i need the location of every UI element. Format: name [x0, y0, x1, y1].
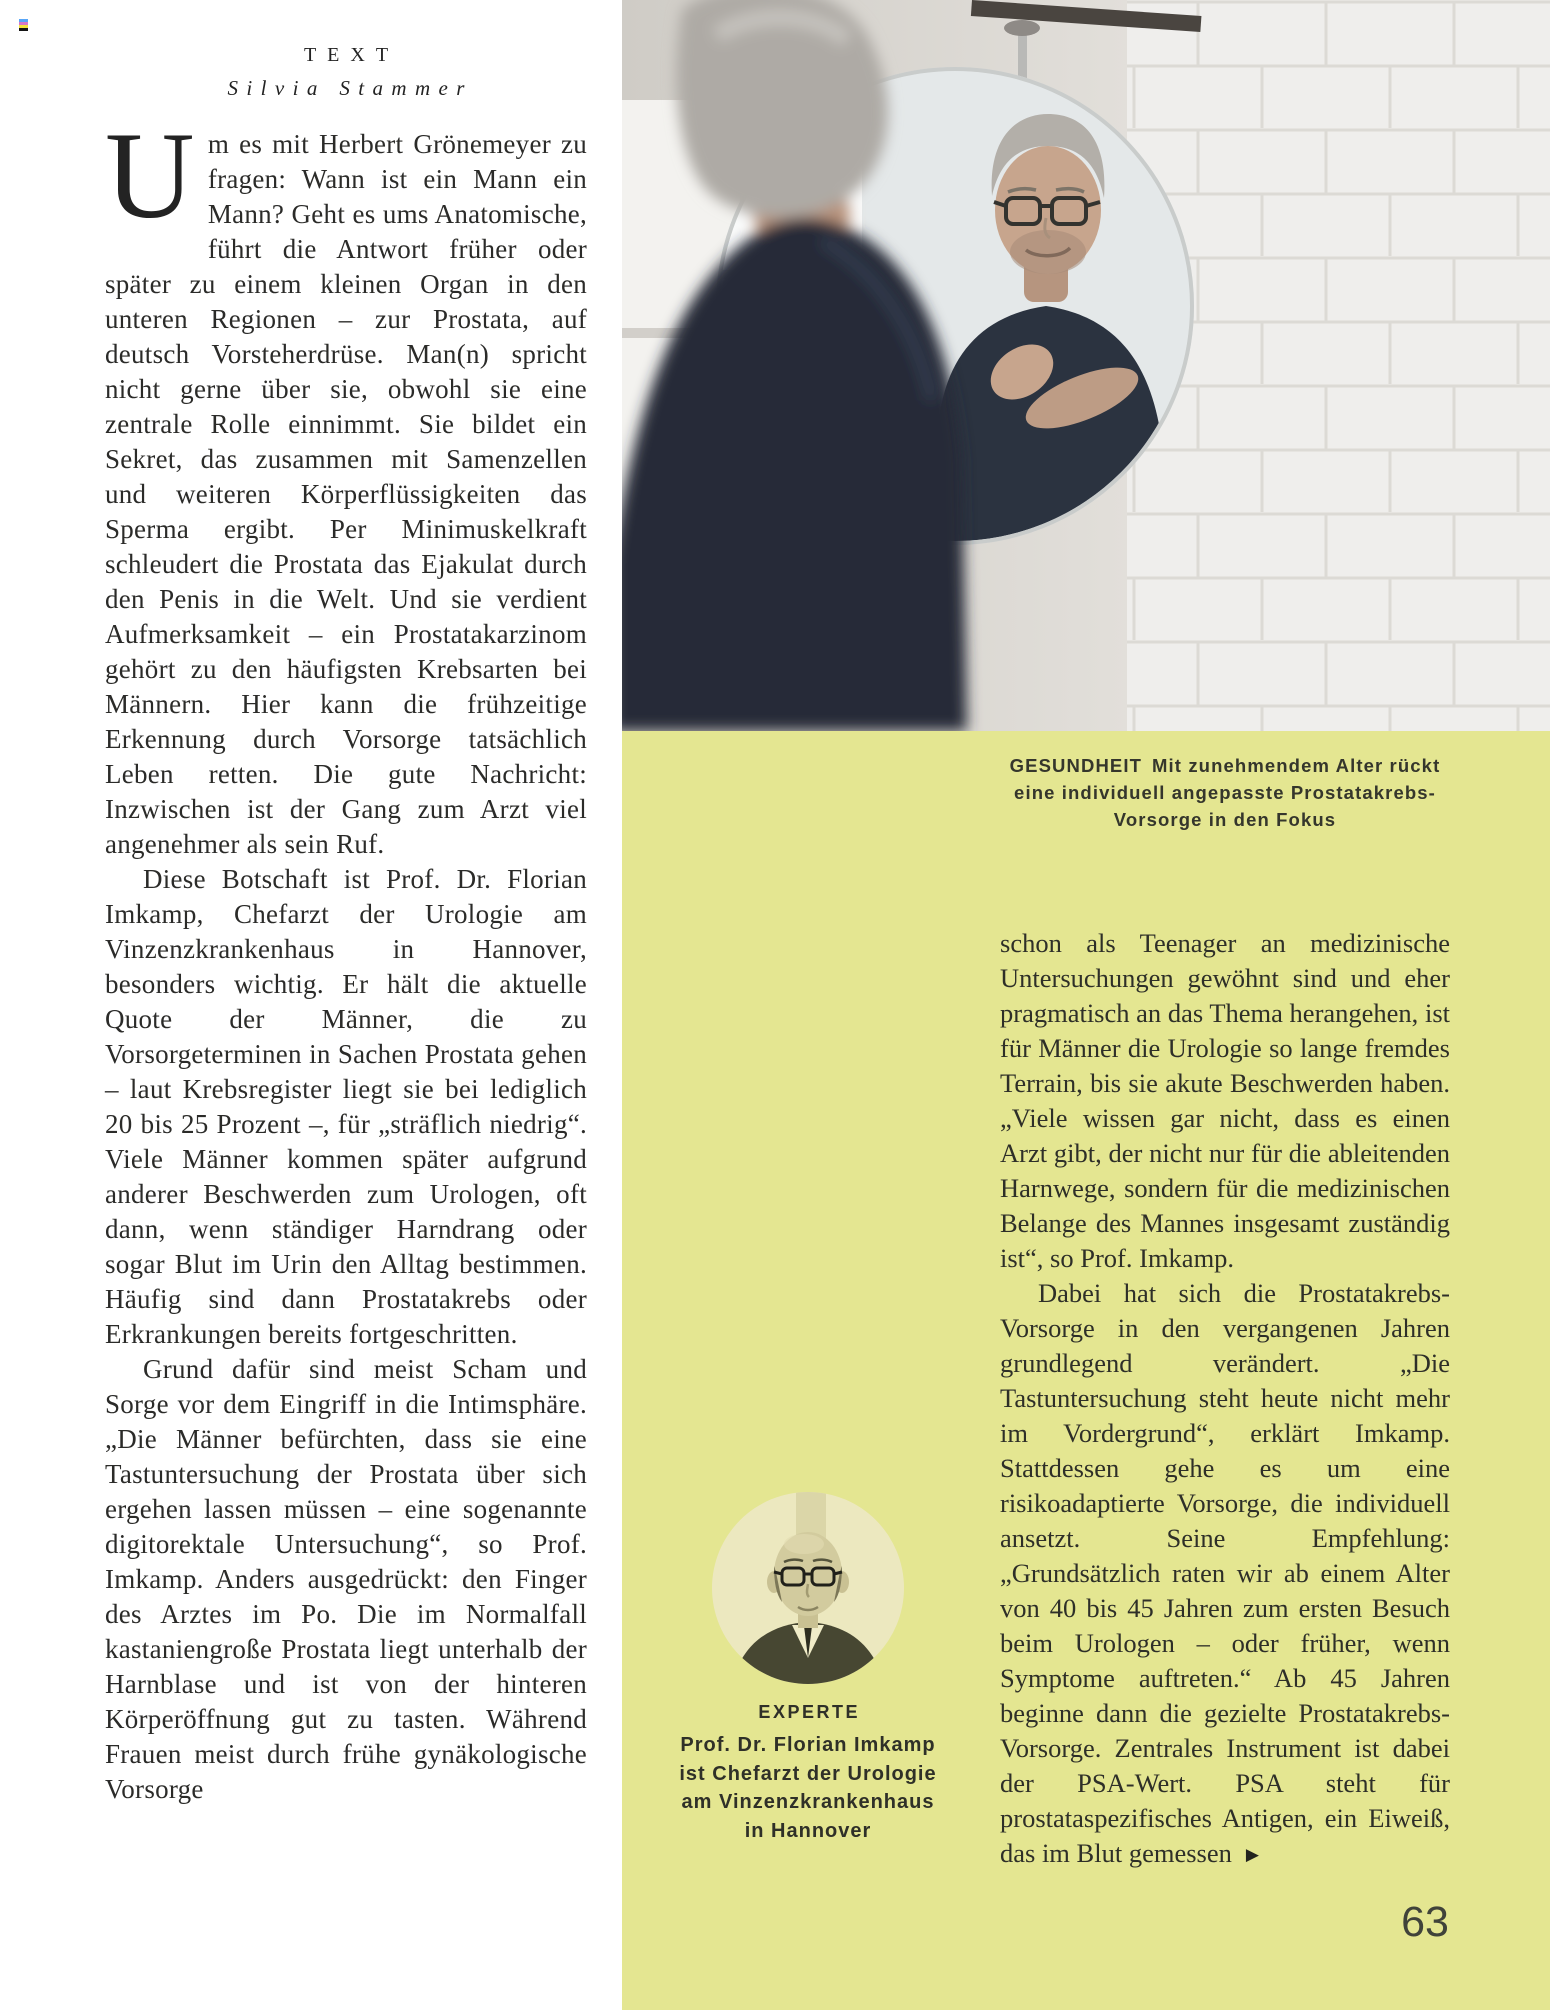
expert-portrait-photo	[712, 1492, 904, 1684]
continuation-arrow-icon: ▶	[1245, 1845, 1259, 1865]
caption-text: Mit zunehmendem Alter rückt eine individuell angepasste Prostatakrebs-Vorsorge in den Fokus	[1014, 755, 1441, 830]
foreground-man-hair	[677, 0, 888, 217]
calibration-stripe-black	[19, 28, 28, 31]
paragraph-text: Dabei hat sich die Prostatakrebs-Vorsorge in den vergangenen Jahren grundlegend verändert. „Die Tastuntersuchung steht heute nicht mehr im Vordergrund“, erklärt Imkamp. Stattdessen gehe es um eine risikoadaptierte Vorsorge, die individuell ansetzt. Seine Empfehlung: „Grundsätzlich raten wir ab einem Alter von 40 bis 45 Jahren zum ersten Besuch beim Urologen – oder früher, wenn Symptome auftreten.“ Ab 45 Jahren beginne dann die gezielte Prostatakrebs-Vorsorge. Zentrales Instrument ist dabei der PSA-Wert. PSA steht für prostataspezifisches Antigen, ein Eiweiß, das im Blut gemessen	[1000, 1278, 1450, 1868]
shower-head	[1004, 20, 1040, 36]
article-right-column	[1000, 926, 1450, 1873]
drop-cap: U	[105, 107, 195, 244]
portrait-scalp-highlight	[784, 1534, 824, 1554]
expert-line: ist Chefarzt der Urologie	[679, 1762, 937, 1785]
article-left-column	[105, 107, 587, 1807]
paragraph-text: schon als Teenager an medizinische Untersuchungen gewöhnt sind und eher pragmatisch an das Thema herangehen, ist für Männer die Urologie so lange fremdes Terrain, bis sie akute Beschwerden haben. „Viele wissen gar nicht, dass es einen Arzt gibt, der nicht nur für die ableitenden Harnwege, sondern für die medizinischen Belange des Mannes insgesamt zuständig ist“, so Prof. Imkamp.	[1000, 928, 1450, 1273]
expert-label: EXPERTE	[758, 1702, 861, 1722]
article-paragraph	[105, 1352, 587, 1807]
article-paragraph	[1000, 1276, 1450, 1873]
byline-author: Silvia Stammer	[227, 76, 473, 100]
byline	[105, 44, 587, 101]
tile-wall	[1127, 0, 1550, 731]
paragraph-text: m es mit Herbert Grönemeyer zu fragen: Wann ist ein Mann ein Mann? Geht es ums Anatomische, führt die Antwort früher oder später zu einem kleinen Organ in den unteren Regionen – zur Prostata, auf deutsch Vorsteherdrüse. Man(n) spricht nicht gerne über sie, obwohl sie eine zentrale Rolle einnimmt. Sie bildet ein Sekret, das zusammen mit Samenzellen und weiteren Körperflüssigkeiten das Sperma ergibt. Per Minimuskelkraft schleudert die Prostata das Ejakulat durch den Penis in die Welt. Und sie verdient Aufmerksamkeit – ein Prostatakarzinom gehört zu den häufigsten Krebsarten bei Männern. Hier kann die frühzeitige Erkennung durch Vorsorge tatsächlich Leben retten. Die gute Nachricht: Inzwischen ist der Gang zum Arzt viel angenehmer als sein Ruf.	[105, 129, 587, 859]
byline-label: TEXT	[303, 44, 400, 66]
expert-caption	[602, 1702, 1014, 1845]
article-paragraph	[1000, 926, 1450, 1276]
paragraph-text: Grund dafür sind meist Scham und Sorge vor dem Eingriff in die Intimsphäre. „Die Männer befürchten, dass sie eine Tastuntersuchung der Prostata über sich ergehen lassen müssen – eine sogenannte digitorektale Untersuchung“, so Prof. Imkamp. Anders ausgedrückt: den Finger des Arztes im Po. Die im Normalfall kastaniengroße Prostata liegt unterhalb der Harnblase und ist von der hinteren Körperöffnung gut zu tasten. Während Frauen meist durch frühe gynäkologische Vorsorge	[105, 1354, 587, 1804]
caption-kicker: GESUNDHEIT	[1009, 755, 1143, 776]
expert-portrait-svg	[712, 1492, 904, 1684]
article-paragraph	[105, 862, 587, 1352]
expert-line: Prof. Dr. Florian Imkamp	[680, 1734, 936, 1756]
bathroom-mirror-photo-svg	[622, 0, 1550, 731]
expert-line: in Hannover	[744, 1819, 872, 1842]
photo-caption	[1004, 752, 1446, 833]
article-paragraph	[105, 107, 587, 862]
paragraph-text: Diese Botschaft ist Prof. Dr. Florian Imkamp, Chefarzt der Urologie am Vinzenzkrankenhaus in Hannover, besonders wichtig. Er hält die aktuelle Quote der Männer, die zu Vorsorgeterminen in Sachen Prostata gehen – laut Krebsregister liegt sie bei lediglich 20 bis 25 Prozent –, für „sträflich niedrig“. Viele Männer kommen später aufgrund anderer Beschwerden zum Urologen, oft dann, wenn ständiger Harndrang oder sogar Blut im Urin den Alltag bestimmen. Häufig sind dann Prostatakrebs oder Erkrankungen bereits fortgeschritten.	[105, 864, 587, 1349]
page-number: 63	[1401, 1898, 1449, 1946]
expert-line: am Vinzenzkrankenhaus	[681, 1791, 935, 1813]
bathroom-mirror-photo	[622, 0, 1550, 731]
print-calibration-mark-icon	[19, 19, 28, 31]
